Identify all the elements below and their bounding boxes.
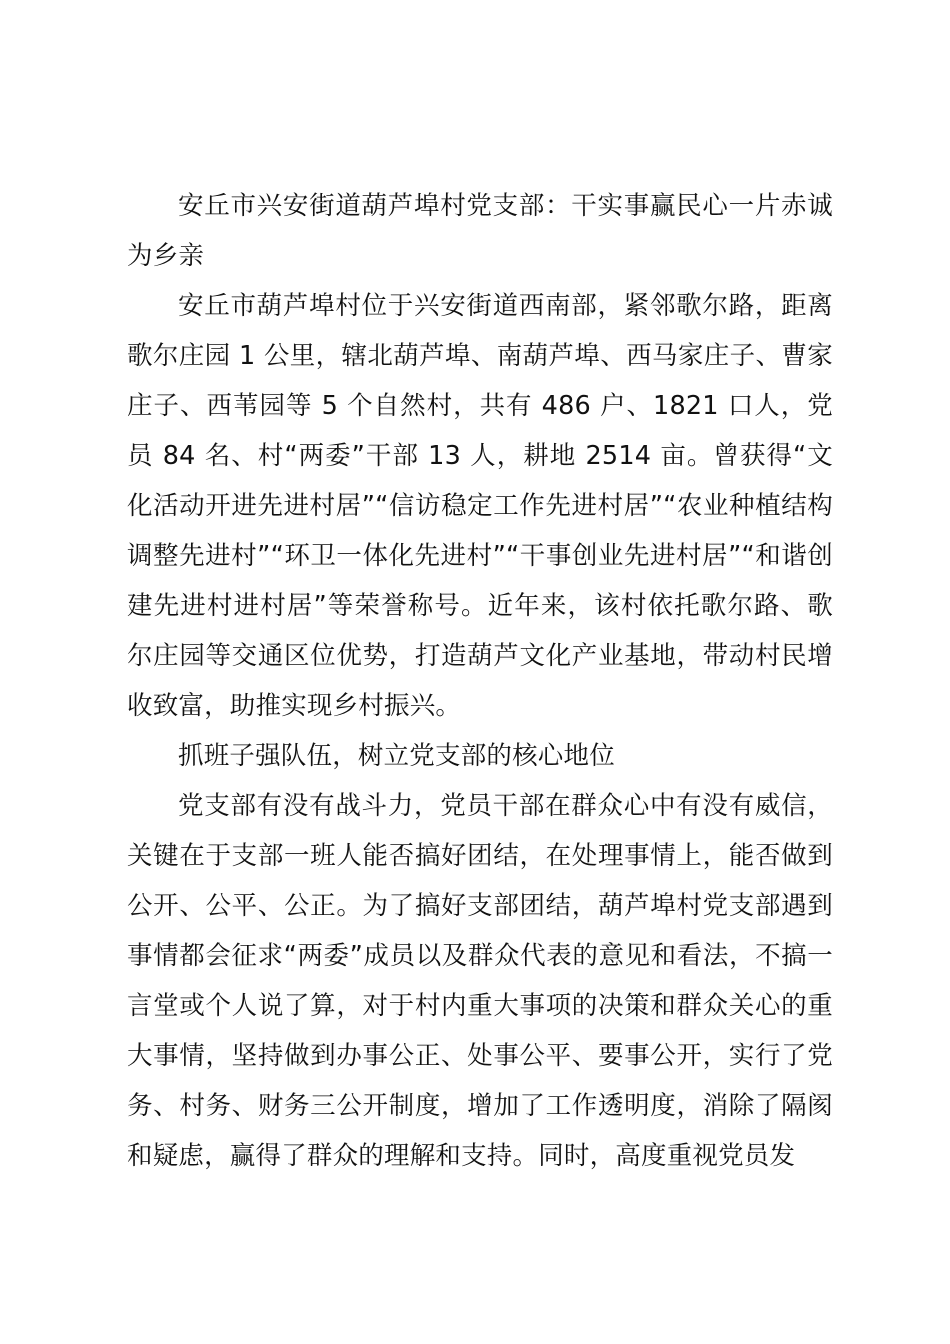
section-heading: 抓班子强队伍，树立党支部的核心地位 (178, 741, 615, 771)
paragraph-body: 党支部有没有战斗力，党员干部在群众心中有没有威信，关键在于支部一班人能否搞好团结，在处理事情上，能否做到公开、公平、公正。为了搞好支部团结，葫芦埠村党支部遇到事情都会征求“两委”成员以及群众代表的意见和看法，不搞一言堂或个人说了算，对于村内重大事项的决策和群众关心的重大事情，坚持做到办事公正、处事公平、要事公开，实行了党务、村务、财务三公开制度，增加了工作透明度，消除了隔阂和疑虑，赢得了群众的理解和支持。同时，高度重视党员发 (127, 791, 833, 1171)
paragraph-intro: 安丘市葫芦埠村位于兴安街道西南部，紧邻歌尔路，距离歌尔庄园 1 公里，辖北葫芦埠、南葫芦埠、西马家庄子、曹家庄子、西苇园等 5 个自然村，共有 486 户、1821 口人，党员 84 名、村“两委”干部 13 人，耕地 2514 亩。曾获得“文化活动开进先进村居”“信访稳定工作先进村居”“农业种植结构调整先进村”“环卫一体化先进村”“干事创业先进村居”“和谐创建先进村进村居”等荣誉称号。近年来，该村依托歌尔路、歌尔庄园等交通区位优势，打造葫芦文化产业基地，带动村民增收致富，助推实现乡村振兴。 (127, 291, 833, 721)
document-title: 安丘市兴安街道葫芦埠村党支部：干实事赢民心一片赤诚为乡亲 (127, 191, 833, 271)
document-body (127, 181, 833, 1181)
